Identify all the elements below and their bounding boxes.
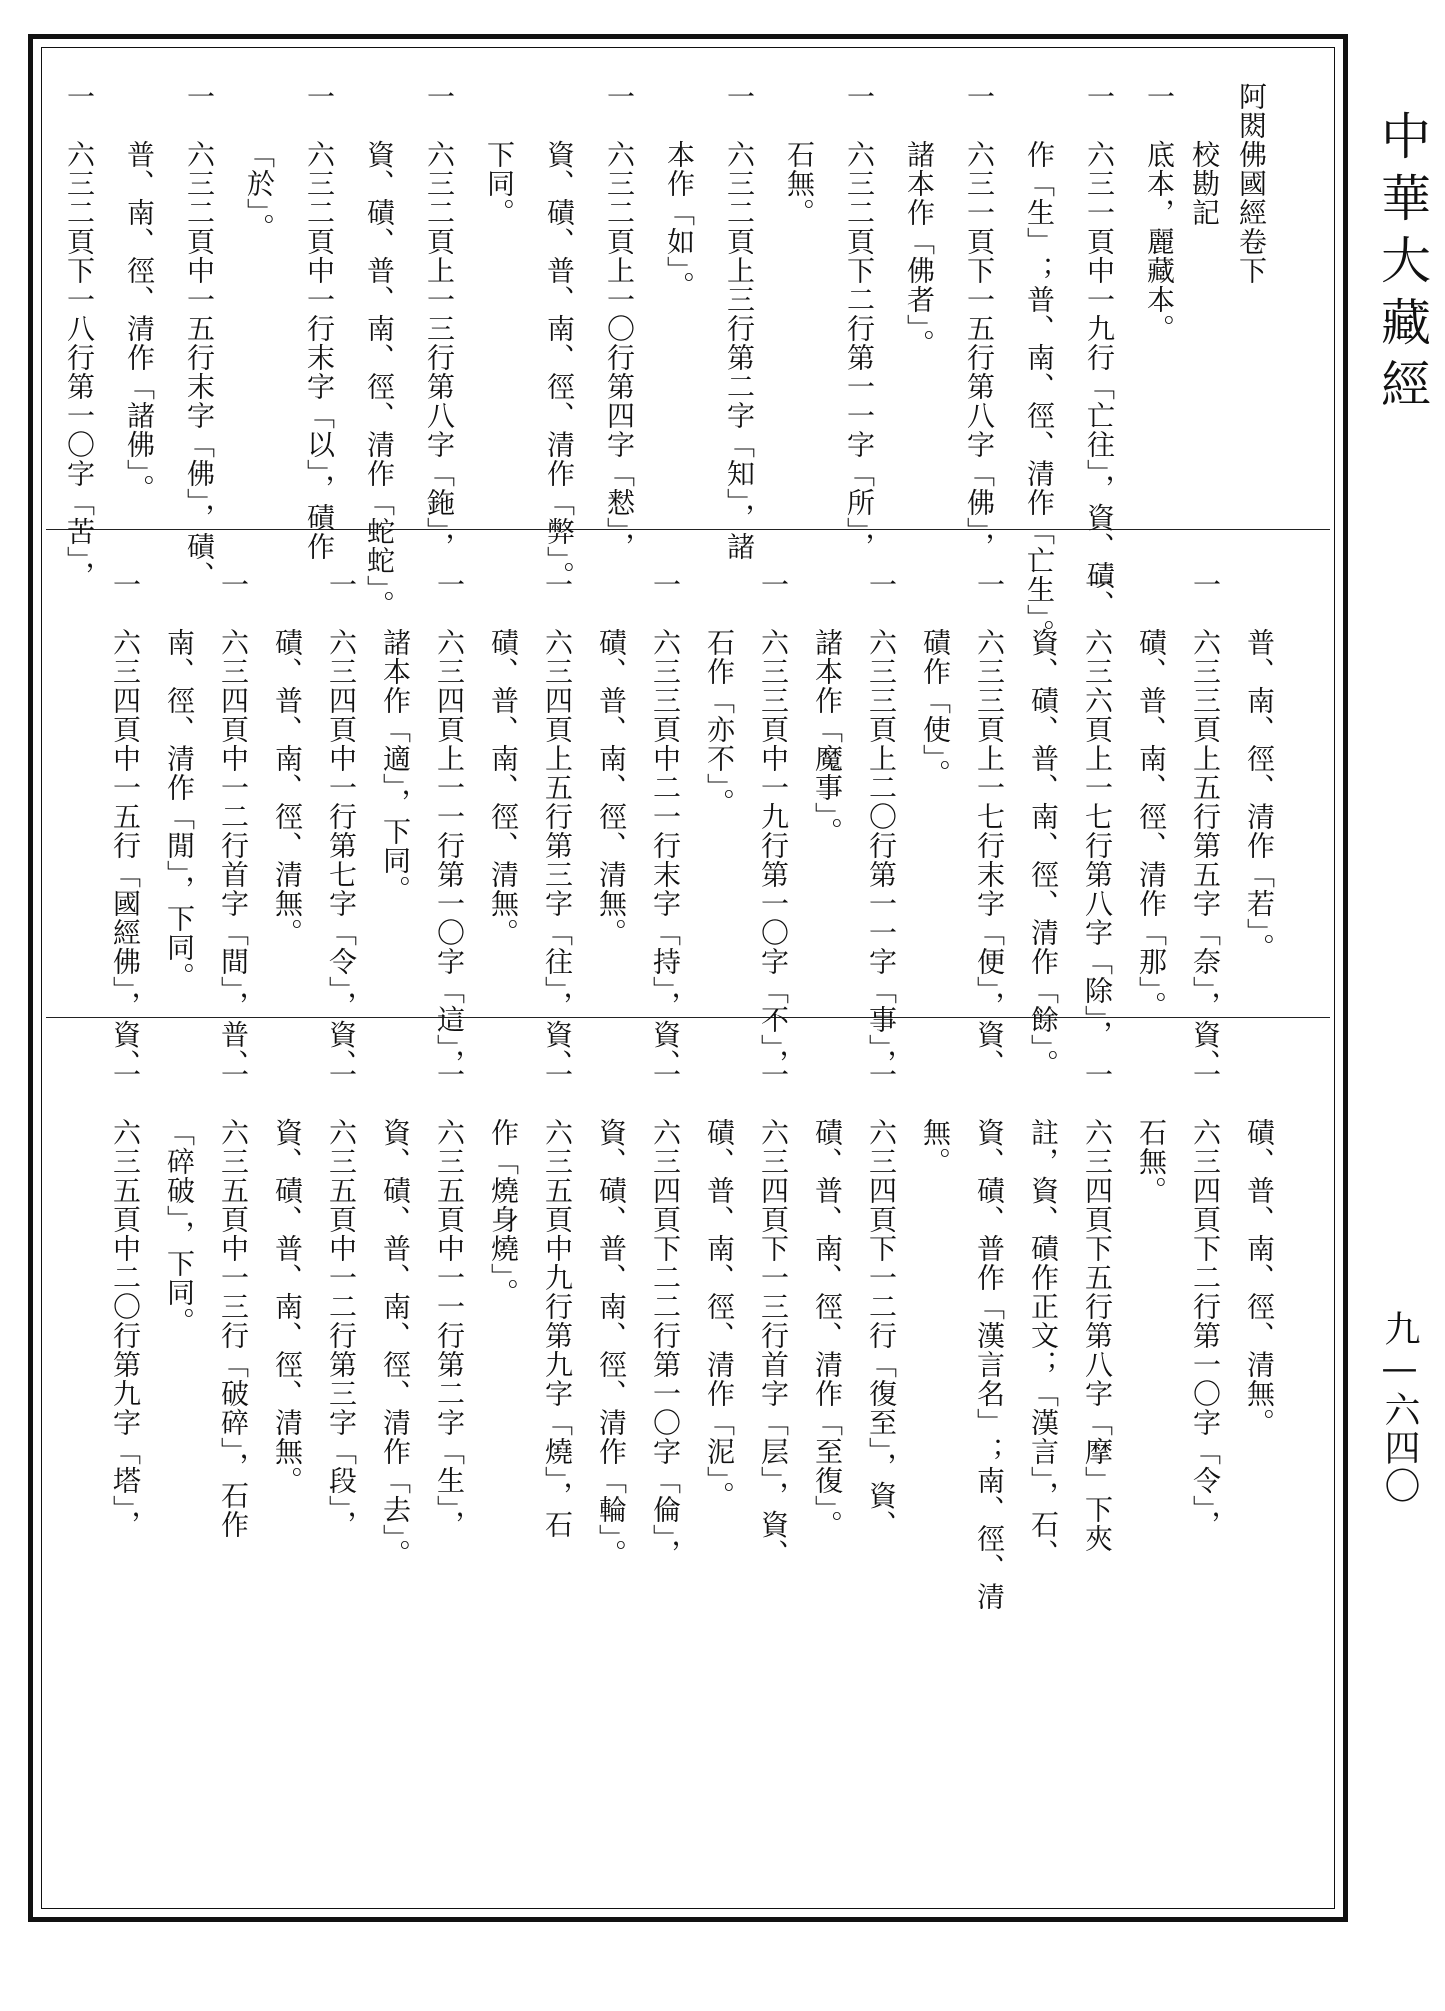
collation-line: 一 六三四頁下五行第八字「摩」下夾: [1081, 1060, 1114, 1553]
collation-line: 諸本作「適」，下同。: [379, 628, 412, 904]
collation-line: 一 六三四頁下一三行首字「层」，資、: [757, 1060, 790, 1568]
collation-heading: 校勘記: [1188, 140, 1221, 227]
collation-line: 石無。: [1135, 1118, 1168, 1205]
collation-line: 作「生」；普、南、徑、清作「亡生」。: [1023, 140, 1056, 648]
collation-line: 普、南、徑、清作「若」。: [1243, 628, 1276, 962]
collation-line: 南、徑、清作「閒」，下同。: [163, 628, 196, 991]
collation-line: 一 六三四頁下一二行「復至」，資、: [865, 1060, 898, 1539]
section-divider-1: [46, 529, 1330, 530]
collation-line: 資、磧、普、南、徑、清作「輪」。: [595, 1118, 628, 1568]
collation-line: 一 六三一頁中一九行「亡往」，資、磧、: [1083, 82, 1116, 619]
collation-line: 一 六三四頁下二行第一〇字「令」，: [1189, 1060, 1222, 1539]
collation-line: 資、磧、普、南、徑、清作「蛇蛇」。: [363, 140, 396, 619]
collation-line: 一 六三四頁中一五行「國經佛」，資、: [109, 570, 142, 1078]
collation-line: 一 六三四頁中一二行首字「間」，普、: [217, 570, 250, 1078]
collection-title: 中華大藏經: [1373, 110, 1431, 420]
page-number: 九—六四〇: [1379, 1310, 1420, 1505]
collation-line: 一 六三二頁中一行末字「以」，磧作: [303, 82, 336, 561]
collation-line: 資、磧、普、南、徑、清無。: [271, 1118, 304, 1495]
collation-line: 一 六三二頁中一五行末字「佛」，磧、: [183, 82, 216, 590]
collation-line: 資、磧、普、南、徑、清作「去」。: [379, 1118, 412, 1568]
collation-line: 一 六三六頁上一七行第八字「除」，: [1081, 570, 1114, 1049]
collation-line: 一 六三二頁上一〇行第四字「慭」，: [603, 82, 636, 561]
collation-line: 資、磧、普、南、徑、清作「弊」。: [543, 140, 576, 590]
collation-line: 一 六三五頁中一二行第三字「段」，: [325, 1060, 358, 1539]
collation-line: 一 底本，麗藏本。: [1143, 82, 1176, 343]
collation-line: 一 六三五頁中一三行「破碎」，石作: [217, 1060, 250, 1539]
collation-line: 普、南、徑、清作「諸佛」。: [123, 140, 156, 503]
collation-line: 一 六三五頁中二〇行第九字「塔」，: [109, 1060, 142, 1539]
collation-line: 一 六三五頁中九行第九字「燒」，石: [541, 1060, 574, 1539]
collation-line: 註，資、磧作正文；「漢言」，石、: [1027, 1118, 1060, 1568]
collation-line: 磧、普、南、徑、清無。: [595, 628, 628, 947]
collation-line: 資、磧、普作「漢言名」；南、徑、清: [973, 1118, 1006, 1611]
collation-line: 一 六三一頁下一五行第八字「佛」，: [963, 82, 996, 561]
collation-line: 一 六三三頁中二一行末字「持」，資、: [649, 570, 682, 1078]
collation-line: 「於」。: [243, 140, 276, 242]
collation-line: 磧、普、南、徑、清作「至復」。: [811, 1118, 844, 1539]
collation-line: 磧、普、南、徑、清無。: [487, 628, 520, 947]
collation-line: 一 六三二頁上一三行第八字「鉇」，: [423, 82, 456, 561]
collation-line: 諸本作「魔事」。: [811, 628, 844, 846]
collation-line: 磧、普、南、徑、清作「那」。: [1135, 628, 1168, 1020]
collation-line: 本作「如」。: [663, 140, 696, 300]
collation-line: 磧、普、南、徑、清無。: [1243, 1118, 1276, 1437]
collation-line: 一 六三三頁中一九行第一〇字「不」，: [757, 570, 790, 1078]
collation-line: 磧、普、南、徑、清作「泥」。: [703, 1118, 736, 1510]
collation-line: 石無。: [783, 140, 816, 227]
collation-line: 磧、普、南、徑、清無。: [271, 628, 304, 947]
collation-line: 一 六三四頁上五行第三字「往」，資、: [541, 570, 574, 1078]
collation-line: 一 六三四頁上一一行第一〇字「這」，: [433, 570, 466, 1078]
collation-line: 一 六三二頁下一八行第一〇字「苦」，: [63, 82, 96, 590]
collation-line: 磧作「使」。: [919, 628, 952, 788]
collation-line: 諸本作「佛者」。: [903, 140, 936, 358]
collation-line: 一 六三三頁上一七行末字「便」，資、: [973, 570, 1006, 1078]
collation-line: 資、磧、普、南、徑、清作「餘」。: [1027, 628, 1060, 1078]
collation-line: 作「燒身燒」。: [487, 1118, 520, 1307]
collation-line: 一 六三四頁下二二行第一〇字「倫」，: [649, 1060, 682, 1568]
collation-line: 「碎破」，下同。: [163, 1118, 196, 1336]
collation-line: 一 六三四頁中一行第七字「令」，資、: [325, 570, 358, 1078]
collation-line: 一 六三五頁中一一行第二字「生」，: [433, 1060, 466, 1539]
collation-line: 一 六三二頁下二行第一一字「所」，: [843, 82, 876, 561]
sutra-title: 阿閦佛國經卷下: [1235, 82, 1268, 285]
collation-line: 一 六三二頁上三行第二字「知」，諸: [723, 82, 756, 561]
collation-line: 無。: [919, 1118, 952, 1176]
collation-line: 一 六三三頁上五行第五字「奈」，資、: [1189, 570, 1222, 1078]
collation-line: 石作「亦不」。: [703, 628, 736, 817]
collation-line: 一 六三三頁上二〇行第一一字「事」，: [865, 570, 898, 1078]
collation-line: 下同。: [483, 140, 516, 227]
